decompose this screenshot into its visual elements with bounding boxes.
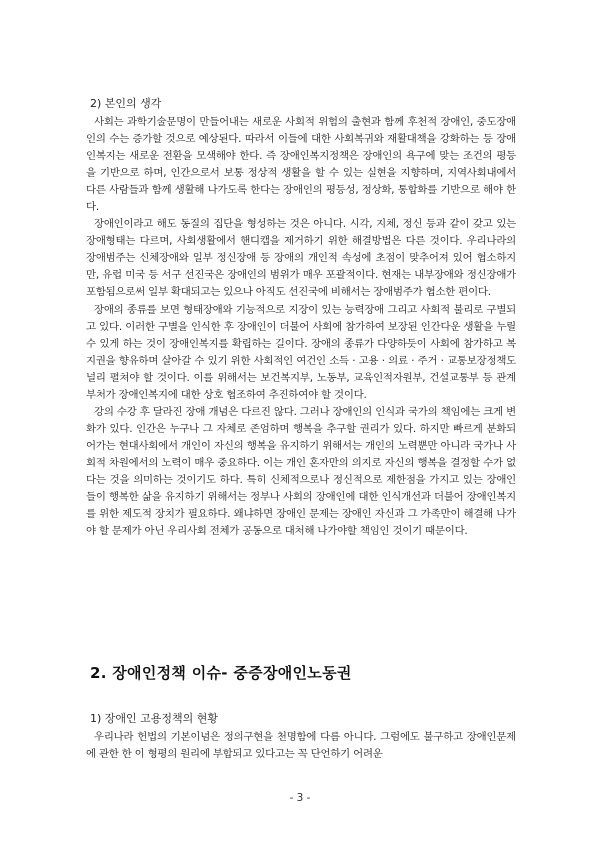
page-number: - 3 - [289,792,311,804]
subsection-personal-opinion [86,95,516,540]
paragraph: 장애인이라고 해도 동질의 집단을 형성하는 것은 아니다. 시각, 지체, 정신 등과 같이 갖고 있는 장애형태는 다르며, 사회생활에서 핸디캡을 제거하기 위한 해결방법은 다른 것이다. 우리나라의 장애범주는 신체장애와 일부 정신장애 등 장애의 개인적 속성에 초점이 맞추어져 있어 협소하지만, 유럽 미국 등 서구 선진국은 장애인의 범위가 매우 포괄적이다. 현재는 내부장애와 정신장애가 포함됨으로써 일부 확대되고는 있으나 아직도 선진국에 비해서는 장애범주가 협소한 편이다. [86,218,516,299]
paragraph: 우리나라 헌법의 기본이념은 정의구현을 천명함에 다름 아니다. 그럼에도 불구하고 장애인문제에 관한 한 이 형평의 원리에 부합되고 있다고는 꼭 단언하기 어려운 [86,731,516,761]
section-heading-block [90,662,520,684]
paragraph: 사회는 과학기술문명이 만들어내는 새로운 사회적 위험의 출현과 함께 후천적 장애인, 중도장애인의 수는 증가할 것으로 예상된다. 따라서 이들에 대한 사회복귀와 재활대책을 강화하는 등 장애인복지는 새로운 전환을 모색해야 한다. 즉 장애인복지정책은 장애인의 욕구에 맞는 조건의 평등을 기반으로 하며, 인간으로서 보통 정상적 생활을 할 수 있는 실현을 지향하며, 지역사회내에서 다른 사람들과 함께 생활해 나가도록 한다는 장애인의 평등성, 정상화, 통합화를 기반으로 해야 한다. [86,116,516,214]
section-title: 2. 장애인정책 이슈- 중증장애인노동권 [90,664,352,682]
subsection-heading: 1) 장애인 고용정책의 현황 [90,712,219,725]
paragraph: 강의 수강 후 달라진 장애 개념은 다르진 않다. 그러나 장애인의 인식과 국가의 책임에는 크게 변화가 있다. 인간은 누구나 그 자체로 존엄하며 행복을 추구할 권리가 있다. 하지만 빠르게 분화되어가는 현대사회에서 개인이 자신의 행복을 유지하기 위해서는 개인의 노력뿐만 아니라 국가나 사회적 차원에서의 노력이 매우 중요하다. 이는 개인 혼자만의 의지로 자신의 행복을 결정할 수가 없다는 것을 의미하는 것이기도 하다. 특히 신체적으로나 정신적으로 제한점을 가지고 있는 장애인들이 행복한 삶을 유지하기 위해서는 정부나 사회의 장애인에 대한 인식개선과 더불어 장애인복지를 위한 제도적 장치가 필요하다. 왜냐하면 장애인 문제는 장애인 자신과 그 가족만이 해결해 나가야 할 문제가 아닌 우리사회 전체가 공동으로 대처해 나가야할 책임인 것이기 때문이다. [86,405,516,538]
section-employment-policy [86,710,516,763]
subsection-heading: 2) 본인의 생각 [90,97,162,110]
paragraph: 장애의 종류를 보면 형태장애와 기능적으로 지장이 있는 능력장애 그리고 사회적 불리로 구별되고 있다. 이러한 구별을 인식한 후 장애인이 더불어 사회에 참가하여 보장된 인간다운 생활을 누릴 수 있게 하는 것이 장애인복지를 확립하는 길이다. 장애의 종류가 다양하듯이 사회에 참가하고 복지권을 향유하며 살아갈 수 있기 위한 사회적인 여건인 소득 · 고용 · 의료 · 주거 · 교통보장정책도 널리 펼쳐야 할 것이다. 이를 위해서는 보건복지부, 노동부, 교육인적자원부, 건설교통부 등 관계부처가 장애인복지에 대한 상호 협조하여 추진하여야 할 것이다. [86,303,516,401]
